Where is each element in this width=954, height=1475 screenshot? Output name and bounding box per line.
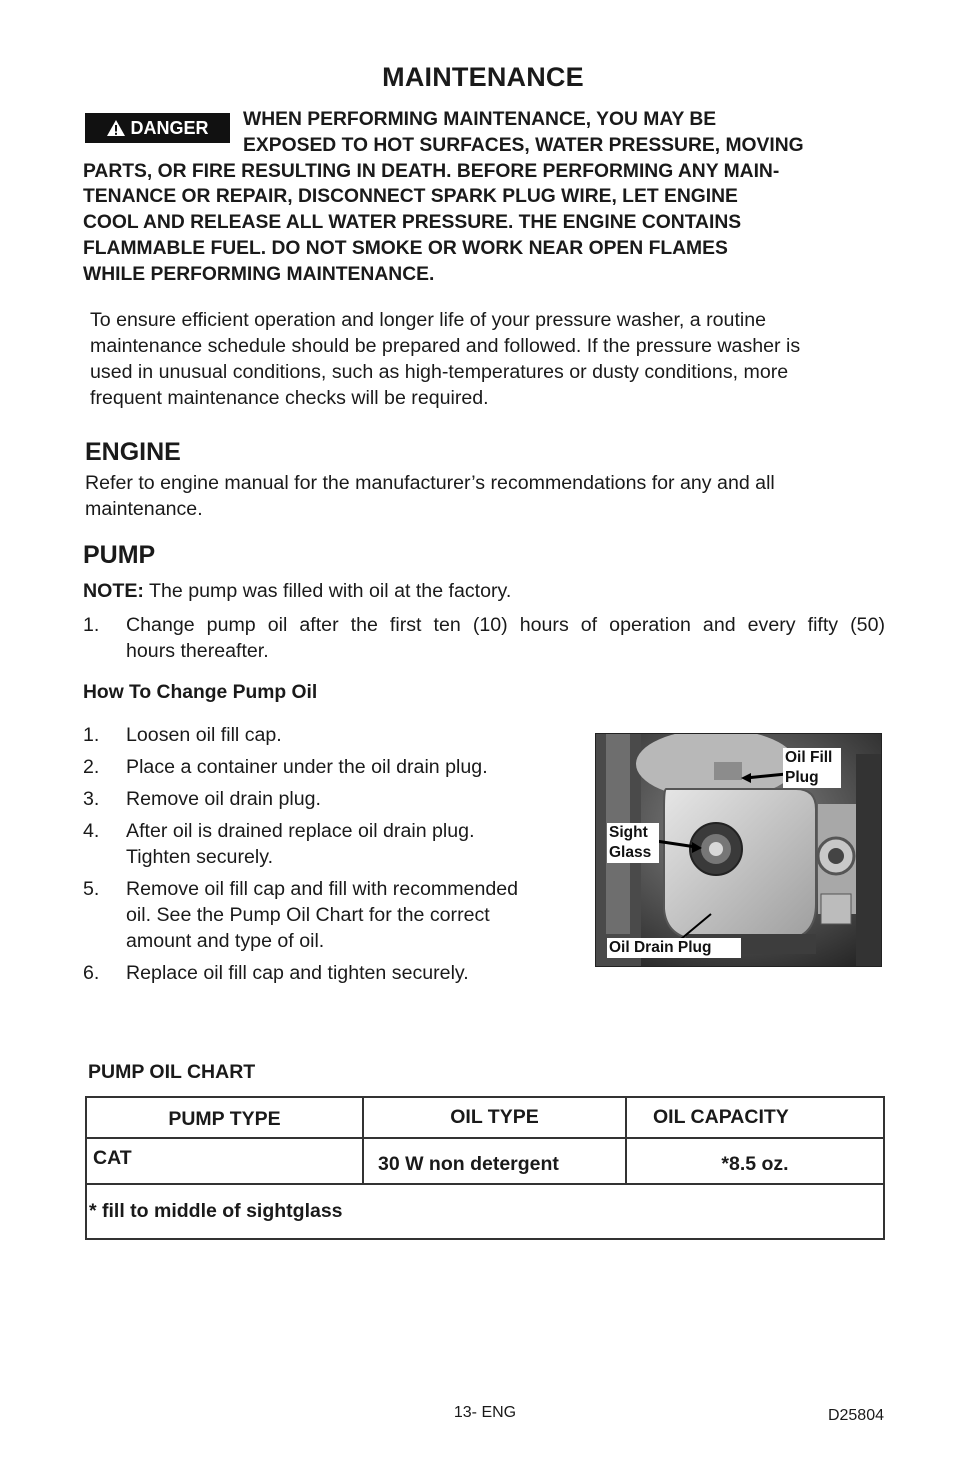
list-text-line: Place a container under the oil drain plug. bbox=[126, 756, 488, 778]
pump-photo bbox=[595, 733, 882, 967]
danger-badge-label: DANGER bbox=[130, 117, 209, 138]
page-number: 13- ENG bbox=[453, 1404, 517, 1421]
list-number: 4. bbox=[83, 820, 100, 842]
engine-line: maintenance. bbox=[85, 498, 203, 520]
danger-line: WHEN PERFORMING MAINTENANCE, YOU MAY BE bbox=[243, 109, 717, 130]
list-number: 2. bbox=[83, 756, 100, 778]
list-item bbox=[83, 786, 583, 812]
intro-paragraph bbox=[90, 307, 890, 411]
list-text-line: Replace oil fill cap and tighten securely. bbox=[126, 962, 469, 984]
intro-line: To ensure efficient operation and longer life of your pressure washer, a routine bbox=[90, 309, 767, 331]
list-item bbox=[83, 722, 583, 748]
table-row bbox=[86, 1138, 884, 1184]
intro-line: maintenance schedule should be prepared and followed. If the pressure washer is bbox=[90, 335, 801, 357]
danger-line: WHILE PERFORMING MAINTENANCE. bbox=[83, 263, 435, 285]
oil-drain-plug-callout: Oil Drain Plug bbox=[607, 938, 741, 958]
engine-line: Refer to engine manual for the manufacturer’s recommendations for any and all bbox=[85, 472, 775, 494]
list-text-line: oil. See the Pump Oil Chart for the correct bbox=[126, 904, 490, 926]
list-number: 5. bbox=[83, 878, 100, 900]
header-pump-type: PUMP TYPE bbox=[86, 1097, 363, 1138]
danger-line: PARTS, OR FIRE RESULTING IN DEATH. BEFORE PERFORMING ANY MAIN- bbox=[83, 160, 780, 182]
cell-oil-type: 30 W non detergent bbox=[363, 1138, 626, 1184]
pump-oil-chart bbox=[85, 1096, 885, 1240]
oil-fill-plug-callout bbox=[783, 748, 841, 788]
note-text: The pump was filled with oil at the factory. bbox=[143, 580, 512, 602]
note-label: NOTE: bbox=[83, 580, 144, 602]
danger-line: COOL AND RELEASE ALL WATER PRESSURE. THE ENGINE CONTAINS bbox=[83, 212, 742, 234]
engine-heading: ENGINE bbox=[85, 438, 181, 466]
danger-warning-text bbox=[83, 107, 903, 288]
pump-heading: PUMP bbox=[83, 541, 156, 569]
table-footnote-row bbox=[86, 1184, 884, 1239]
list-text-line: Remove oil fill cap and fill with recommended bbox=[126, 878, 519, 900]
header-oil-type: OIL TYPE bbox=[363, 1097, 626, 1138]
list-text-line: Loosen oil fill cap. bbox=[126, 724, 282, 746]
callout-line: Oil Fill bbox=[785, 749, 833, 766]
header-oil-capacity: OIL CAPACITY bbox=[626, 1097, 884, 1138]
callout-line: Sight bbox=[609, 824, 648, 841]
pump-note bbox=[83, 578, 511, 604]
list-item bbox=[83, 960, 583, 986]
list-text-line: Change pump oil after the first ten (10) hours of operation and every fifty (50) bbox=[126, 614, 885, 636]
danger-line: EXPOSED TO HOT SURFACES, WATER PRESSURE, MOVING bbox=[243, 134, 804, 156]
callout-line: Glass bbox=[609, 844, 652, 861]
cell-pump-type: CAT bbox=[86, 1138, 363, 1184]
cell-oil-capacity: *8.5 oz. bbox=[626, 1138, 884, 1184]
document-code: D25804 bbox=[827, 1407, 884, 1424]
list-text-line: hours thereafter. bbox=[126, 640, 269, 662]
list-text-line: Tighten securely. bbox=[126, 846, 274, 868]
intro-line: used in unusual conditions, such as high-temperatures or dusty conditions, more bbox=[90, 361, 789, 383]
list-text-line: After oil is drained replace oil drain plug. bbox=[126, 820, 475, 842]
pump-oil-interval-item bbox=[83, 612, 885, 664]
oil-change-steps bbox=[83, 722, 583, 986]
callout-line: Plug bbox=[785, 769, 819, 786]
list-text-line: amount and type of oil. bbox=[126, 930, 325, 952]
pump-oil-chart-title: PUMP OIL CHART bbox=[88, 1061, 256, 1083]
how-to-subheading: How To Change Pump Oil bbox=[83, 682, 318, 703]
list-number: 3. bbox=[83, 788, 100, 810]
intro-line: frequent maintenance checks will be required. bbox=[90, 387, 489, 409]
list-item bbox=[83, 754, 583, 780]
danger-line: FLAMMABLE FUEL. DO NOT SMOKE OR WORK NEAR OPEN FLAMES bbox=[83, 237, 728, 259]
list-number: 1. bbox=[83, 724, 100, 746]
page-title: MAINTENANCE bbox=[382, 62, 584, 92]
list-number: 1. bbox=[83, 614, 100, 636]
list-item bbox=[83, 876, 583, 954]
list-text-line: Remove oil drain plug. bbox=[126, 788, 321, 810]
engine-paragraph bbox=[85, 470, 885, 522]
cell-footnote: * fill to middle of sightglass bbox=[86, 1184, 884, 1239]
danger-line: TENANCE OR REPAIR, DISCONNECT SPARK PLUG WIRE, LET ENGINE bbox=[83, 186, 738, 208]
table-header-row bbox=[86, 1097, 884, 1138]
list-item bbox=[83, 818, 583, 870]
sight-glass-callout bbox=[607, 823, 659, 863]
list-number: 6. bbox=[83, 962, 100, 984]
